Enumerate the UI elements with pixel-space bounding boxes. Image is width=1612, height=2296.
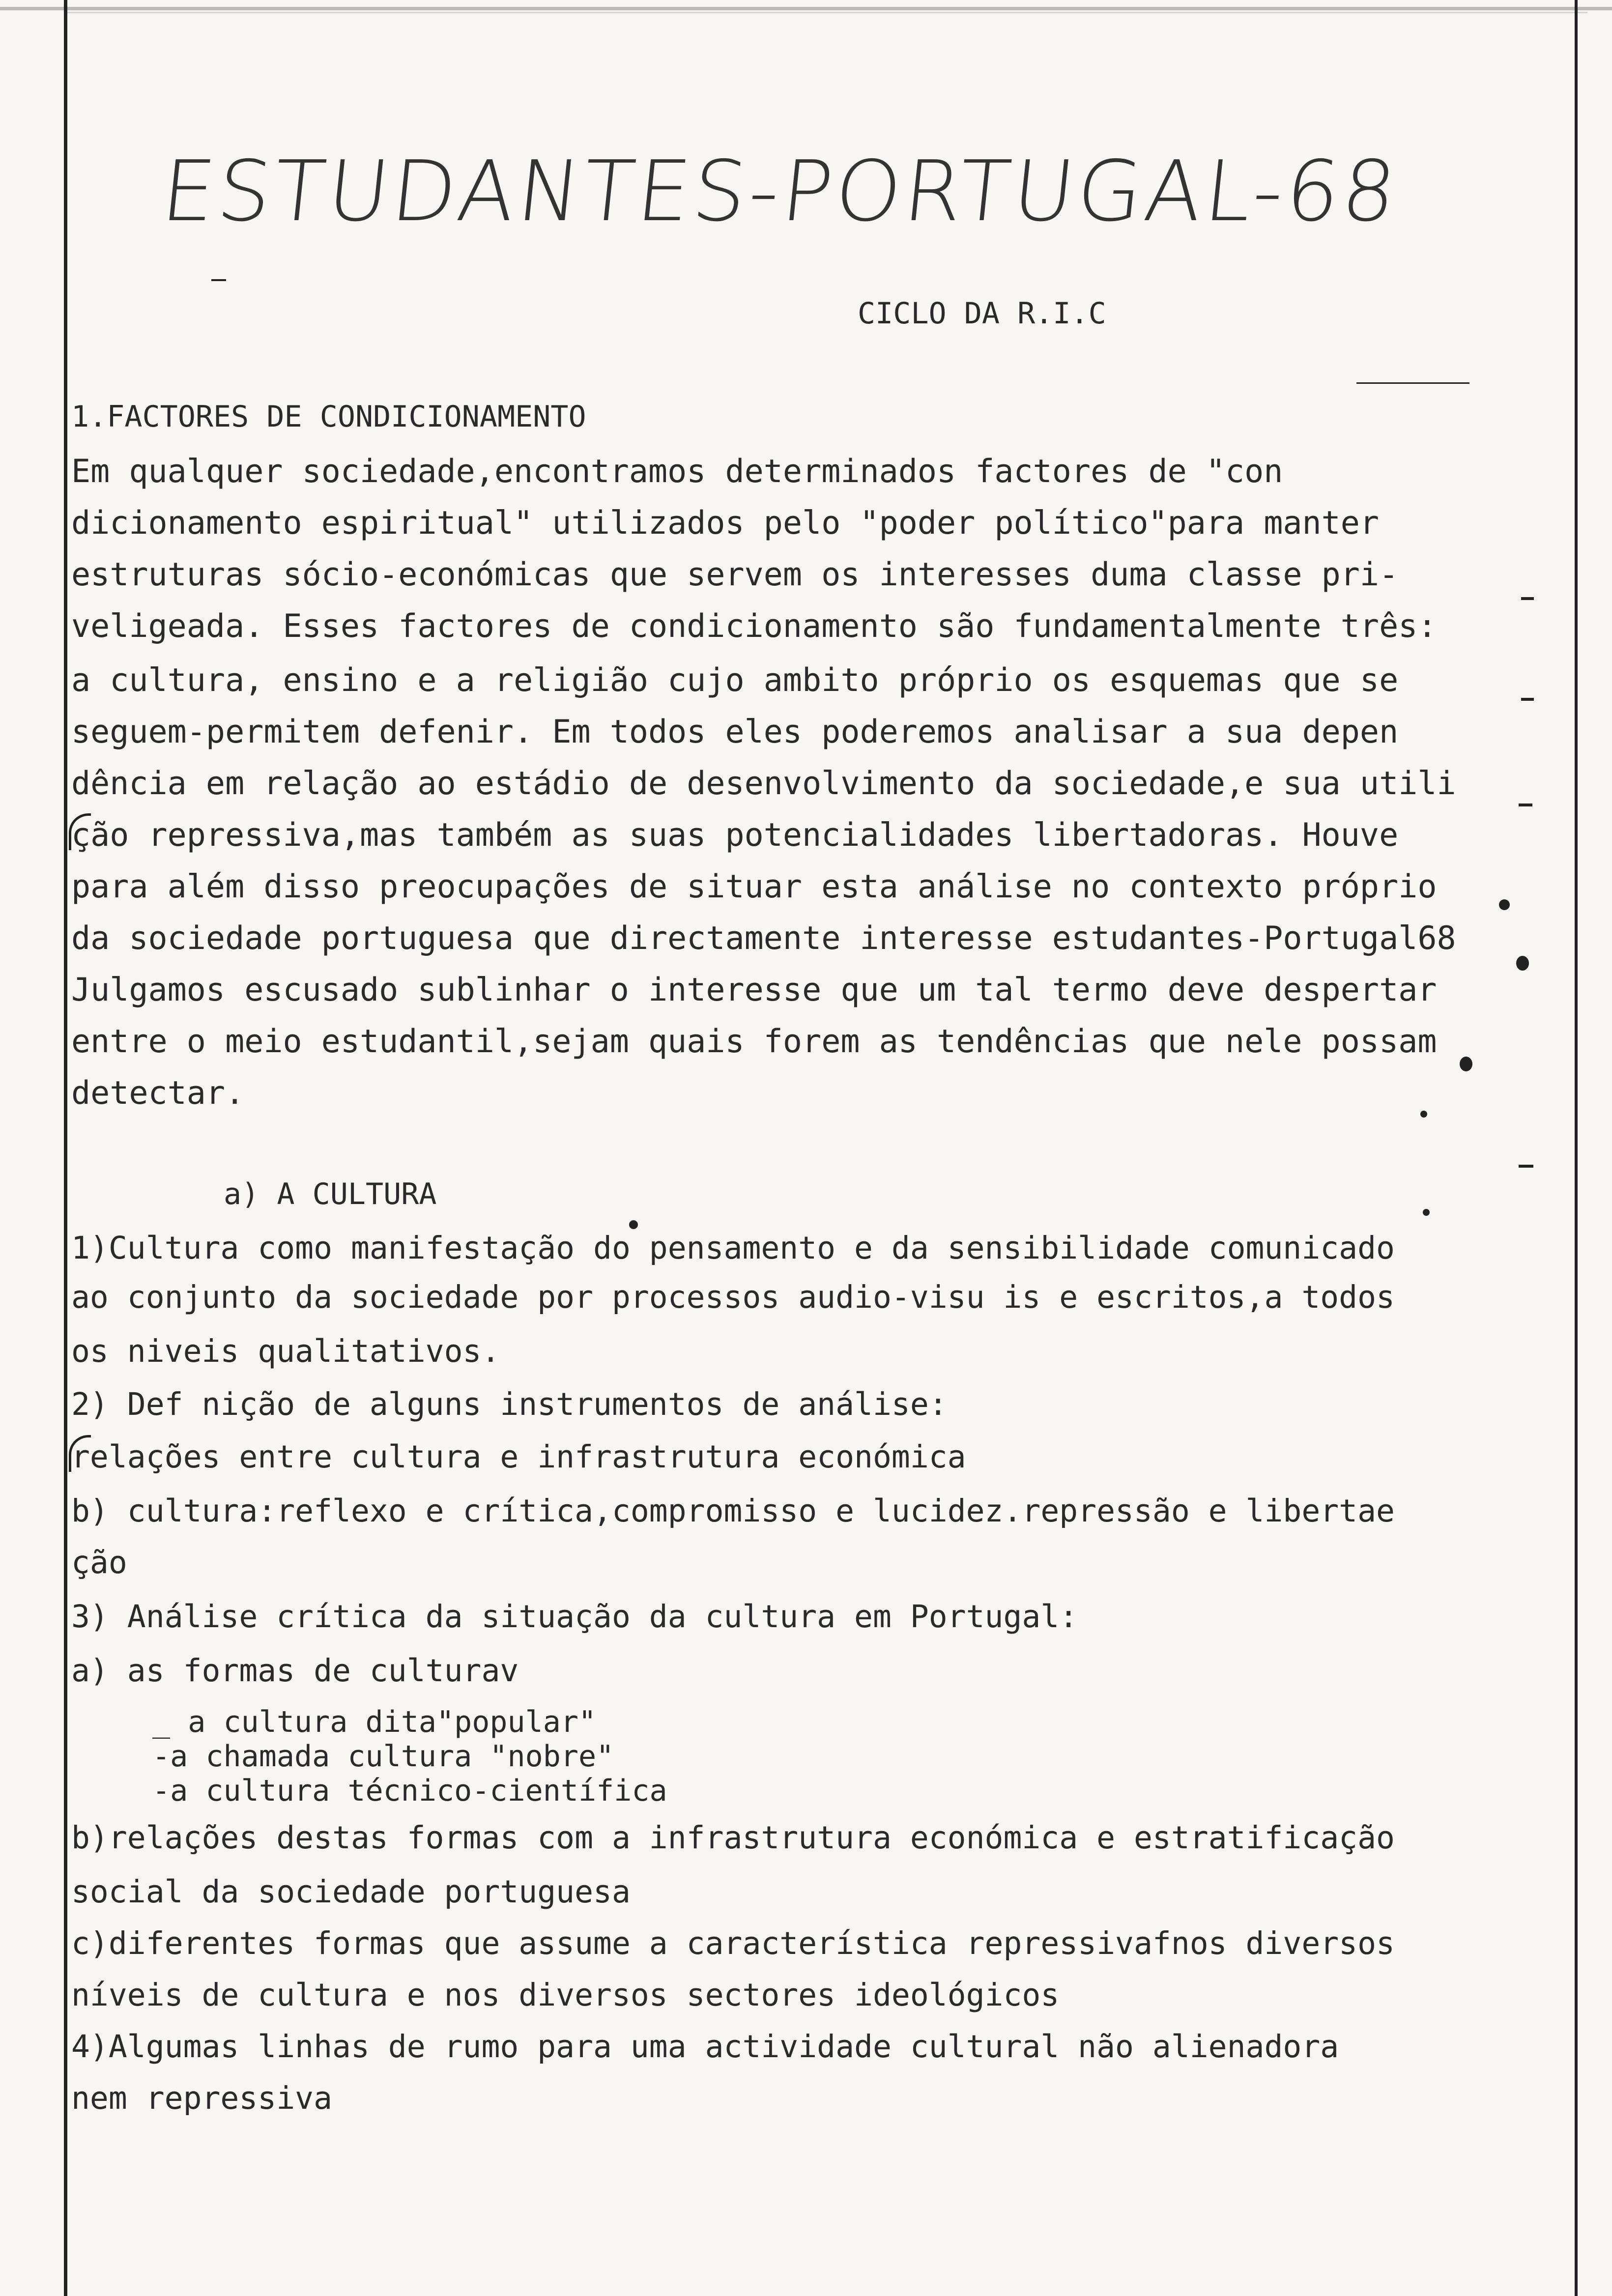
list-line: ao conjunto da sociedade por processos audio-visu is e escritos,a todos <box>71 1279 1395 1315</box>
indented-list-line: -a cultura técnico-científica <box>152 1774 667 1808</box>
paragraph-line: seguem-permitem defenir. Em todos eles poderemos analisar a sua depen <box>71 714 1399 750</box>
list-line: social da sociedade portuguesa <box>71 1874 631 1910</box>
page-top-edge <box>0 7 1612 10</box>
margin-dash-mark <box>1521 698 1534 701</box>
margin-dash-mark <box>1519 1165 1533 1168</box>
paragraph-line: a cultura, ensino e a religião cujo ambito próprio os esquemas que se <box>71 662 1399 699</box>
paragraph-line: entre o meio estudantil,sejam quais forem as tendências que nele possam <box>71 1023 1437 1060</box>
left-margin-line <box>64 0 67 2296</box>
list-line: a) as formas de culturav <box>71 1653 519 1689</box>
paragraph-line: Julgamos escusado sublinhar o interesse que um tal termo deve despertar <box>71 972 1437 1008</box>
page-top-edge-shadow <box>64 12 1587 13</box>
section-heading: 1.FACTORES DE CONDICIONAMENTO <box>71 400 586 434</box>
ink-speck <box>1516 956 1529 971</box>
indented-list-line: -a chamada cultura "nobre" <box>152 1739 614 1774</box>
ink-speck <box>1460 1057 1472 1071</box>
margin-dash-mark <box>1356 382 1469 384</box>
paragraph-line: dência em relação ao estádio de desenvolvimento da sociedade,e sua utili <box>71 765 1456 802</box>
ink-speck <box>1423 1209 1430 1216</box>
paragraph-line: detectar. <box>71 1075 245 1112</box>
indented-list-line: _ a cultura dita"popular" <box>152 1705 597 1739</box>
list-line: 4)Algumas linhas de rumo para uma actividade cultural não alienadora <box>71 2029 1339 2065</box>
ink-speck <box>629 1220 638 1229</box>
ink-speck <box>1499 899 1510 910</box>
cycle-label: CICLO DA R.I.C <box>858 296 1106 331</box>
ink-speck <box>1420 1111 1427 1118</box>
margin-dash-mark <box>1519 804 1532 806</box>
list-line: 1)Cultura como manifestação do pensamento e da sensibilidade comunicado <box>71 1230 1395 1266</box>
list-line: ção <box>71 1545 127 1580</box>
list-line: 2) Def nição de alguns instrumentos de análise: <box>71 1386 948 1422</box>
margin-dash-mark <box>1521 597 1534 600</box>
list-line: c)diferentes formas que assume a característica repressivafnos diversos <box>71 1925 1395 1961</box>
list-line: b) cultura:reflexo e crítica,compromisso e lucidez.repressão e libertae <box>71 1493 1395 1529</box>
paragraph-line: veligeada. Esses factores de condicionamento são fundamentalmente três: <box>71 608 1437 645</box>
handwritten-title: ESTUDANTES-PORTUGAL-68 <box>157 143 1404 240</box>
sub-heading: a) A CULTURA <box>224 1177 437 1211</box>
list-line: relações entre cultura e infrastrutura económica <box>71 1439 966 1475</box>
paragraph-line: Em qualquer sociedade,encontramos determinados factores de "con <box>71 453 1283 490</box>
list-line: 3) Análise crítica da situação da cultura em Portugal: <box>71 1599 1078 1635</box>
list-line: os niveis qualitativos. <box>71 1333 500 1369</box>
paragraph-line: estruturas sócio-económicas que servem os interesses duma classe pri- <box>71 556 1399 593</box>
paragraph-line: da sociedade portuguesa que directamente interesse estudantes-Portugal68 <box>71 920 1456 957</box>
list-line: nem repressiva <box>71 2080 333 2116</box>
paragraph-line: ção repressiva,mas também as suas potencialidades libertadoras. Houve <box>71 817 1399 854</box>
right-margin-line <box>1575 0 1578 2296</box>
paragraph-line: dicionamento espiritual" utilizados pelo "poder político"para manter <box>71 505 1380 542</box>
list-line: níveis de cultura e nos diversos sectores ideológicos <box>71 1977 1060 2013</box>
list-line: b)relações destas formas com a infrastrutura económica e estratificação <box>71 1820 1395 1856</box>
paragraph-line: para além disso preocupações de situar esta análise no contexto próprio <box>71 868 1437 905</box>
margin-dash-mark <box>211 279 226 281</box>
